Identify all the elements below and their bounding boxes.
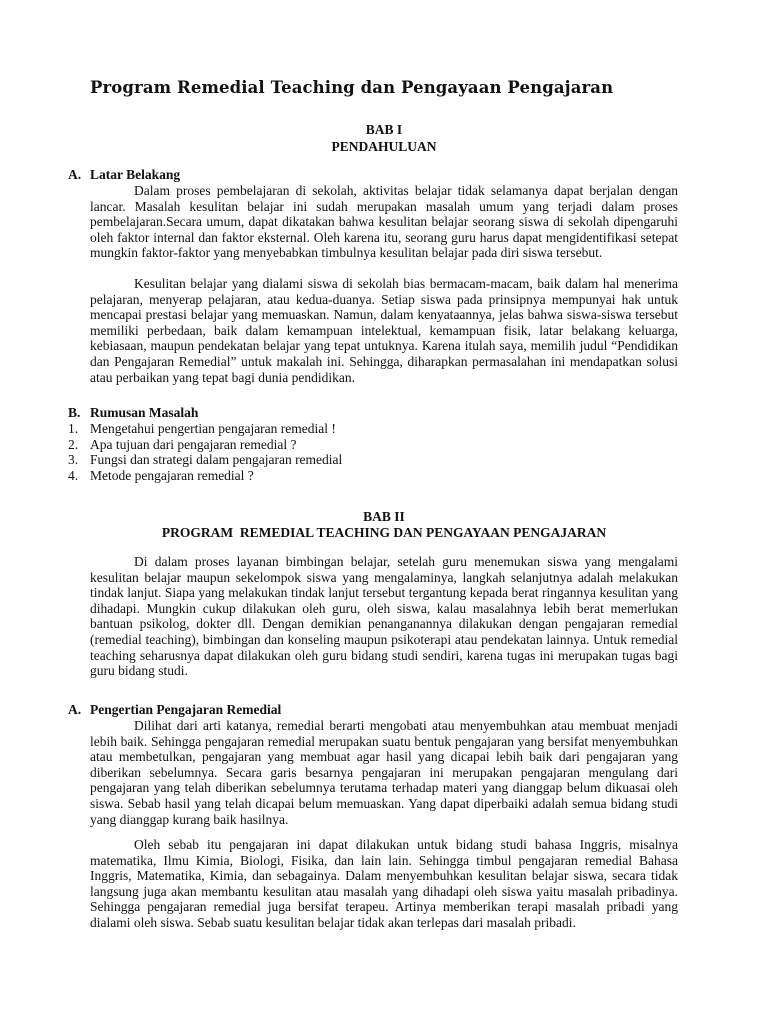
- bab2-label: BAB II: [363, 509, 405, 524]
- list-item: [68, 421, 342, 437]
- section-heading-rumusan-masalah: [68, 405, 198, 421]
- list-item: [68, 452, 342, 468]
- list-item-text: Fungsi dan strategi dalam pengajaran remedial: [90, 452, 343, 468]
- list-item-number: 1.: [68, 421, 79, 436]
- section-marker: B.: [68, 405, 81, 420]
- paragraph-pengertian-1: Dilihat dari arti katanya, remedial berarti mengobati atau menyembuhkan atau membuat menjadi lebih baik. Sehingga pengajaran remedial merupakan suatu bentuk pengajaran yang bersifat menyembuhkan atau membetulkan, pengajaran yang membuat agar hasil yang dicapai lebih baik dari pengajaran yang diberikan sebelumnya. Secara garis besarnya pengajaran ini merupakan pengajaran mengulang dari pengajaran yang telah diberikan sebelumnya terutama terhadap materi yang dianggap belum dikuasai oleh siswa. Sebab hasil yang telah dicapai belum memuaskan. Yang dapat diperbaiki adalah semua bidang studi yang dianggap kurang baik hasilnya.: [90, 718, 678, 827]
- list-item-text: Mengetahui pengertian pengajaran remedial !: [90, 421, 336, 436]
- list-item: [68, 468, 342, 484]
- section-heading-text: Rumusan Masalah: [90, 405, 199, 420]
- bab1-label: BAB I: [365, 122, 403, 137]
- paragraph-latar-belakang-1: Dalam proses pembelajaran di sekolah, aktivitas belajar tidak selamanya dapat berjalan dengan lancar. Masalah kesulitan belajar ini sudah merupakan masalah umum yang terjadi dalam proses pembelajaran.Secara umum, dapat dikatakan bahwa kesulitan belajar seorang siswa di sekolah dipengaruhi oleh faktor internal dan faktor eksternal. Oleh karena itu, seorang guru harus dapat mengidentifikasi setepat mungkin faktor-faktor yang menyebabkan timbulnya kesulitan belajar pada diri siswa tersebut.: [90, 183, 678, 261]
- list-item-text: Apa tujuan dari pengajaran remedial ?: [90, 436, 297, 452]
- section-heading-text: Latar Belakang: [90, 167, 181, 182]
- paragraph-pengertian-2: Oleh sebab itu pengajaran ini dapat dilakukan untuk bidang studi bahasa Inggris, misalnya matematika, Ilmu Kimia, Biologi, Fisika, dan lain lain. Sehingga timbul pengajaran remedial Bahasa Inggris, Matematika, Kimia, dan sebagainya. Dalam menyembuhkan kesulitan belajar siswa, secara tidak langsung juga akan membantu kesulitan atau masalah yang dihadapi oleh siswa yaitu masalah pribadinya. Sehingga pengajaran remedial juga bersifat terapeu. Artinya memberikan terapi masalah pribadi yang dialami oleh siswa. Sebab suatu kesulitan belajar tidak akan terlepas dari masalah pribadi.: [90, 837, 678, 930]
- section-heading-text: Pengertian Pengajaran Remedial: [90, 702, 282, 717]
- list-item-number: 2.: [68, 436, 79, 452]
- section-marker: A.: [68, 702, 82, 717]
- paragraph-bab2-intro: Di dalam proses layanan bimbingan belajar, setelah guru menemukan siswa yang mengalami kesulitan belajar maupun sekelompok siswa yang mengalaminya, langkah selanjutnya adalah melakukan tindak lanjut. Siapa yang melakukan tindak lanjut tersebut tergantung kepada berat ringannya kesulitan yang dihadapi. Mungkin cukup dilakukan oleh guru, oleh siswa, kalau masalahnya lebih berat memerlukan bantuan psikolog, dokter dll. Dengan demikian penanganannya dilakukan dengan pengajaran remedial (remedial teaching), bimbingan dan konseling maupun psikoterapi atau pendekatan lainnya. Untuk remedial teaching seharusnya dapat dilakukan oleh guru bidang studi sendiri, karena tugas ini merupakan tugas bagi guru bidang studi.: [90, 554, 678, 679]
- section-marker: A.: [68, 167, 82, 182]
- bab1-title: PENDAHULUAN: [331, 139, 437, 154]
- bab2-title: PROGRAM REMEDIAL TEACHING DAN PENGAYAAN PENGAJARAN: [161, 525, 607, 540]
- section-heading-pengertian: [68, 702, 281, 718]
- paragraph-latar-belakang-2: Kesulitan belajar yang dialami siswa di sekolah bias bermacam-macam, baik dalam hal menerima pelajaran, menyerap pelajaran, atau kedua-duanya. Setiap siswa pada prinsipnya mempunyai hak untuk mencapai prestasi belajar yang memuaskan. Namun, dalam kenyataannya, jelas bahwa siswa-siswa tersebut memiliki perbedaan, baik dalam kemampuan intelektual, kemampuan fisik, latar belakang keluarga, kebiasaan, maupun pendekatan belajar yang tepat untuknya. Karena itulah saya, memilih judul “Pendidikan dan Pengajaran Remedial” untuk makalah ini. Sehingga, diharapkan permasalahan ini mendapatkan solusi atau perbaikan yang tepat bagi dunia pendidikan.: [90, 276, 678, 385]
- list-item-number: 4.: [68, 467, 79, 483]
- rumusan-masalah-list: [68, 421, 342, 483]
- list-item-text: Metode pengajaran remedial ?: [90, 467, 254, 483]
- document-title: Program Remedial Teaching dan Pengayaan Pengajaran: [90, 78, 614, 97]
- section-heading-latar-belakang: [68, 167, 180, 183]
- list-item: [68, 437, 342, 453]
- list-item-number: 3.: [68, 452, 79, 468]
